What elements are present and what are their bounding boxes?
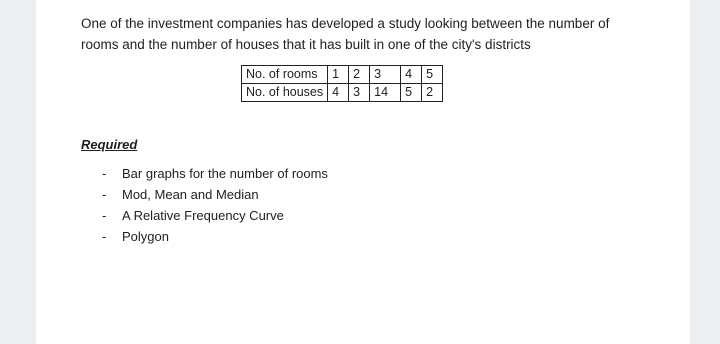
bullet-dash: -	[102, 229, 107, 244]
table-cell: 2	[422, 84, 443, 102]
bullet-dash: -	[102, 208, 107, 223]
required-heading: Required	[81, 137, 138, 152]
list-item-text: Bar graphs for the number of rooms	[122, 166, 328, 181]
bullet-dash: -	[102, 166, 107, 181]
table-cell: 2	[349, 66, 370, 84]
row-label-rooms: No. of rooms	[242, 66, 328, 84]
list-item-text: Mod, Mean and Median	[122, 187, 259, 202]
list-item-text: A Relative Frequency Curve	[122, 208, 284, 223]
row-label-houses: No. of houses	[242, 84, 328, 102]
intro-line-1: One of the investment companies has developed a study looking between the number of	[81, 16, 610, 31]
list-item	[96, 226, 328, 247]
table-cell: 3	[370, 66, 401, 84]
table-cell: 4	[328, 84, 349, 102]
table-cell: 3	[349, 84, 370, 102]
table-cell: 5	[401, 84, 422, 102]
table-cell: 1	[328, 66, 349, 84]
table-row-rooms	[242, 66, 443, 84]
table-cell: 14	[370, 84, 401, 102]
intro-paragraph	[81, 13, 681, 55]
table-cell: 5	[422, 66, 443, 84]
rooms-houses-table	[241, 65, 443, 102]
table-cell: 4	[401, 66, 422, 84]
list-item	[96, 184, 328, 205]
list-item	[96, 205, 328, 226]
list-item-text: Polygon	[122, 229, 169, 244]
table-row-houses	[242, 84, 443, 102]
document-page	[36, 0, 690, 344]
intro-line-2: rooms and the number of houses that it has built in one of the city's districts	[81, 37, 531, 52]
bullet-dash: -	[102, 187, 107, 202]
required-list	[96, 163, 328, 247]
list-item	[96, 163, 328, 184]
